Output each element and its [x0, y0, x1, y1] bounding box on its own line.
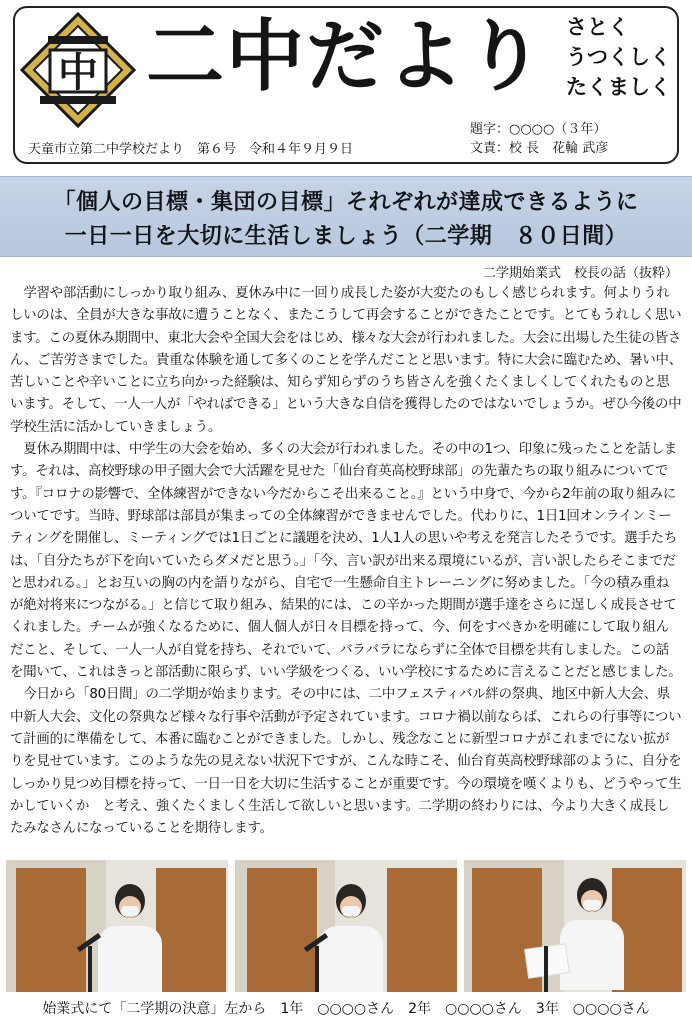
student-photo [464, 860, 686, 992]
article-byline: 二学期始業式 校長の話（抜粋） [482, 266, 678, 281]
motto-line: うつくしく [566, 44, 671, 69]
article-paragraph: 今日から「80日間」の二学期が始まります。その中には、二中フェスティバル絆の祭典、地区中新人大会、県中新人大会、文化の祭典など様々な行事や活動が予定されています。コロナ禍以前ならば、これらの行事等について計画的に準備をして、本番に臨むことができました。しかし、残念なことに新型コロナがこれまでにない拡がりを見せています。このような先の見えない状況下ですが、こんな時こそ、仙台育英高校野球部のように、自分をしっかり見つめ目標を持って、一日一日を大切に生活することが重要です。今の環境を嘆くよりも、どうやって生かしていくか と考え、強くたくましく生活して欲しいと思います。二学期の終わりには、今より大きく成長したみなさんになっていることを期待します。 [10, 687, 682, 837]
headline-line-1: 「個人の目標・集団の目標」それぞれが達成できるように [53, 190, 639, 215]
issue-info: 天童市立第二中学校だより 第６号 令和４年９月９日 [28, 142, 354, 157]
school-emblem-icon [20, 12, 136, 128]
title-lettering-credit: 題字：○○○○（３年） [470, 122, 607, 137]
emblem-glyph: 中 [58, 49, 98, 96]
headline-banner [0, 176, 692, 257]
article-paragraph: 夏休み期間中は、中学生の大会を始め、多くの大会が行われました。その中の1つ、印象に残ったことを話します。それは、高校野球の甲子園大会で大活躍を見せた「仙台育英高校野球部」の先輩たちの取り組みについてです。『コロナの影響で、全体練習ができない今だからこそ出来ること。』という中身で、今から2年前の取り組みについてです。当時、野球部は部員が集まっての全体練習ができませんでした。代わりに、1日1回オンラインミーティングを開催し、ミーティングでは1日ごとに議題を決め、1人1人の思いや考えを発言したそうです。選手たちは、「自分たちが下を向いていたらダメだと思う。」「今、言い訳が出来る環境にいるが、言い訳したらそこまでだと思われる。」とお互いの胸の内を語りながら、自宅で一生懸命自主トレーニングに努めました。「今の積み重ねが絶対将来につながる。」と信じて取り組み、結果的には、この辛かった期間が選手達をさらに逞しく成長させてくれました。チームが強くなるために、個人個人が日々目標を持って、今、何をすべきかを明確にして取り組んだこと、そして、一人一人が自覚を持ち、それでいて、バラバラにならずに全体で目標を共有しました。この話を聞いて、これはきっと部活動に限らず、いい学級をつくる、いい学校にするために言えることだと感じました。 [10, 442, 682, 681]
newsletter-title: 二中だより [146, 11, 547, 102]
motto-line: たくましく [566, 74, 671, 99]
school-motto [566, 12, 671, 102]
article-paragraph: 学習や部活動にしっかり取り組み、夏休み中に一回り成長した姿が大変たのもしく感じられます。何よりうれしいのは、全員が大きな事故に遭うことなく、またこうして再会することができたことです。とてもうれしく思います。この夏休み期間中、東北大会や全国大会をはじめ、様々な大会が行われました。大会に出場した生徒の皆さん、ご苦労さまでした。貴重な体験を通して多くのことを学んだことと思います。特に大会に臨むため、暑い中、苦しいことや辛いことに立ち向かった経験は、知らず知らずのうち皆さんを強くたくましくしてくれたものと思います。そして、一人一人が「やればできる」という大きな自信を獲得したのではないでしょうか。ぜひ今後の中学校生活に活かしていきましょう。 [10, 286, 682, 435]
student-photo [235, 860, 457, 992]
photo-caption: 始業式にて「二学期の決意」左から 1年 ○○○○さん 2年 ○○○○さん 3年 ○○○○さん [42, 1001, 650, 1017]
student-photo [6, 860, 228, 992]
photo-strip [6, 860, 686, 992]
article-body [10, 283, 682, 840]
author-credit: 文責：校 長 花輪 武彦 [470, 141, 609, 156]
motto-line: さとく [566, 14, 629, 39]
headline-line-2: 一日一日を大切に生活しましょう（二学期 ８０日間） [64, 224, 628, 249]
credits [470, 120, 608, 158]
